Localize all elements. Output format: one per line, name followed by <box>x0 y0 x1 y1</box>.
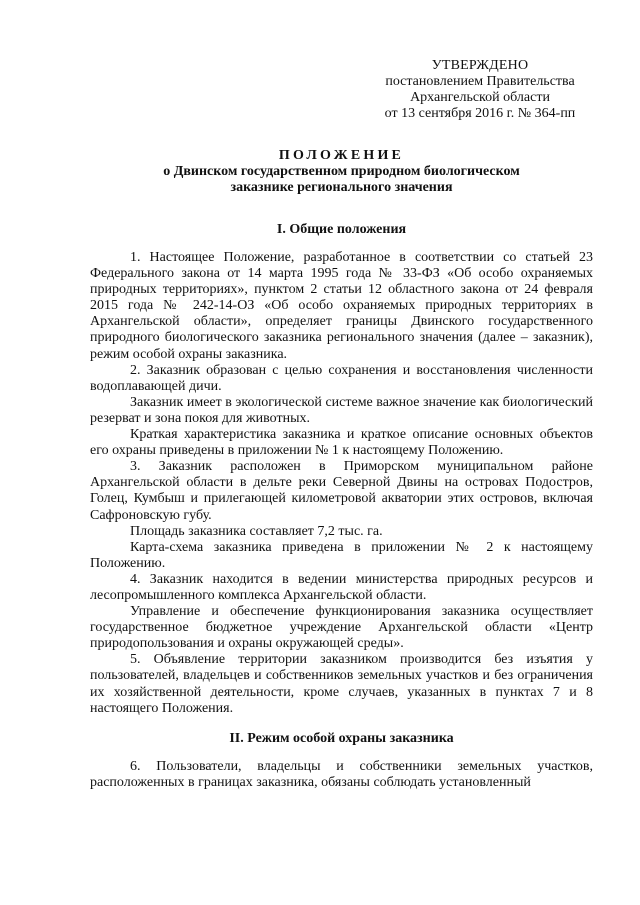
paragraph: 2. Заказник образован с целью сохранения и восстановления численности водоплавающей дичи. <box>90 362 593 394</box>
paragraph: 5. Объявление территории заказником производится без изъятия у пользователей, владельцев и собственников земельных участков и без ограничения их хозяйственной деятельности, кроме случаев, указанных в пунктах 7 и 8 настоящего Положения. <box>90 652 593 716</box>
paragraph: Карта-схема заказника приведена в приложении № 2 к настоящему Положению. <box>90 539 593 571</box>
paragraph: Заказник имеет в экологической системе важное значение как биологический резерват и зона покоя для животных. <box>90 394 593 426</box>
approval-title: УТВЕРЖДЕНО <box>431 58 529 73</box>
paragraph: 4. Заказник находится в ведении министерства природных ресурсов и лесопромышленного комплекса Архангельской области. <box>90 571 593 603</box>
approval-line-date: от 13 сентября 2016 г. № 364-пп <box>384 106 576 121</box>
section-2-body <box>90 759 593 791</box>
paragraph: 6. Пользователи, владельцы и собственники земельных участков, расположенных в границах заказника, обязаны соблюдать установленный <box>90 758 593 790</box>
title-line-3: заказнике регионального значения <box>230 180 453 195</box>
paragraph: Площадь заказника составляет 7,2 тыс. га. <box>130 523 383 539</box>
paragraph: 1. Настоящее Положение, разработанное в соответствии со статьей 23 Федерального закона от 14 марта 1995 года № 33-ФЗ «Об особо охраняемых природных территориях», пунктом 2 статьи 12 областного закона от 24 февраля 2015 года № 242-14-ОЗ «Об особо охраняемых природных территориях в Архангельской области», определяет границы Двинского государственного природного биологического заказника регионального значения (далее – заказник), режим особой охраны заказника. <box>90 250 593 362</box>
document-title <box>90 148 593 196</box>
approval-line-region: Архангельской области <box>410 90 550 105</box>
paragraph: 3. Заказник расположен в Приморском муниципальном районе Архангельской области в дельте реки Северной Двины на островах Подостров, Голец, Кумбыш и прилегающей километровой акватории этих островов, включая Сафроновскую губу. <box>90 459 593 523</box>
paragraph: Краткая характеристика заказника и краткое описание основных объектов его охраны приведены в приложении № 1 к настоящему Положению. <box>90 427 593 459</box>
title-main: ПОЛОЖЕНИЕ <box>278 148 405 163</box>
section-1-heading: I. Общие положения <box>276 222 407 237</box>
section-1-body <box>90 250 593 717</box>
paragraph: Управление и обеспечение функционирования заказника осуществляет государственное бюджетное учреждение Архангельской области «Центр природопользования и охраны окружающей среды». <box>90 604 593 652</box>
section-2-heading: II. Режим особой охраны заказника <box>229 730 454 746</box>
approval-line-decree: постановлением Правительства <box>385 74 575 89</box>
approval-block <box>355 58 605 122</box>
title-line-2: о Двинском государственном природном биологическом <box>163 164 520 179</box>
